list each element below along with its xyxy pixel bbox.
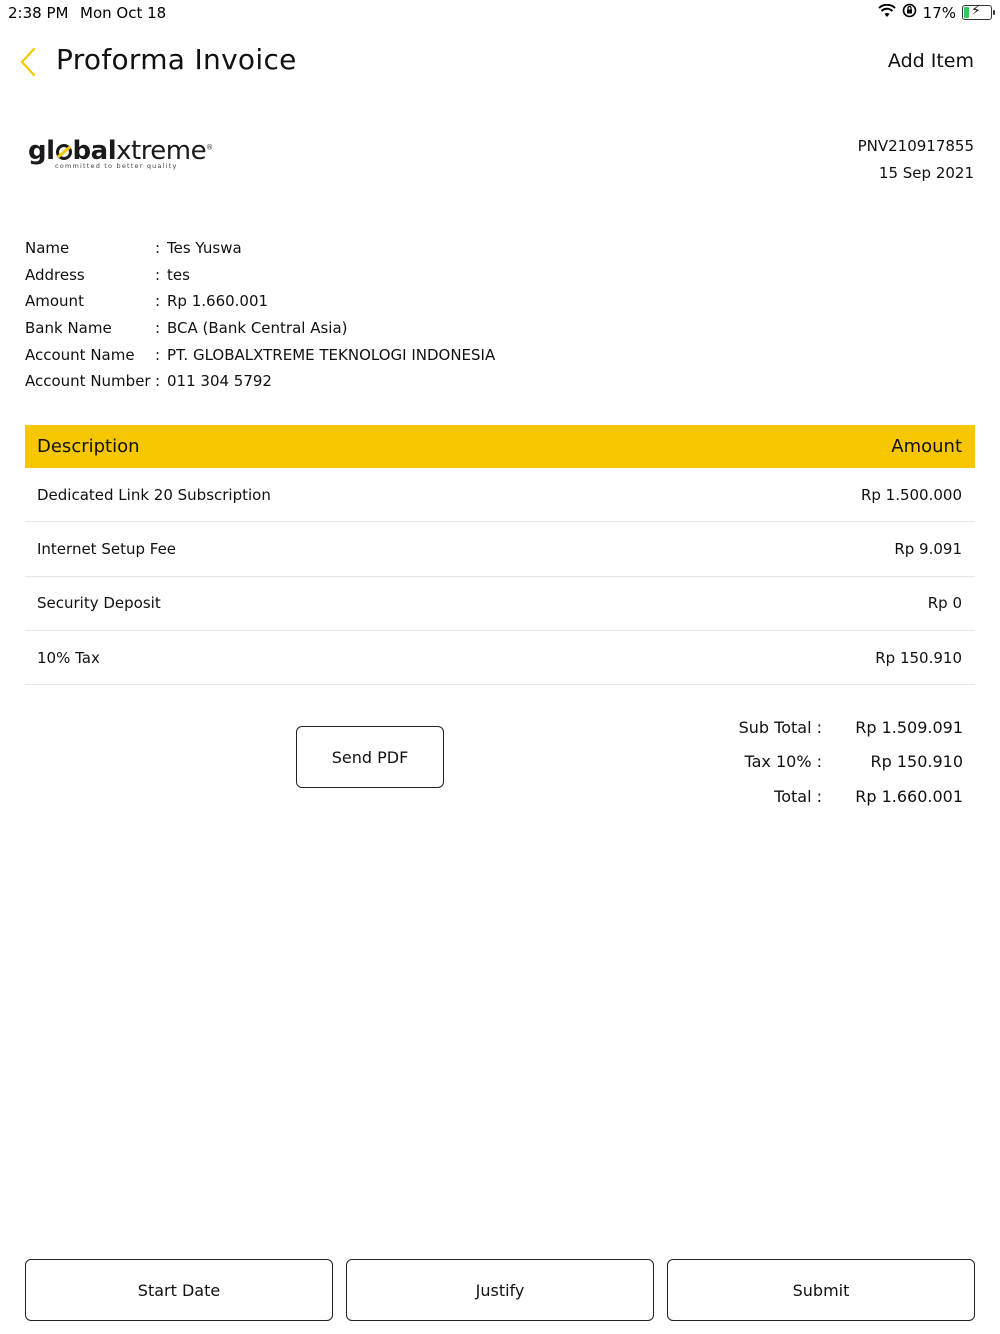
rotation-lock-icon [902,3,917,22]
item-description: 10% Tax [37,648,100,667]
totals-summary [600,710,963,814]
invoice-date: 15 Sep 2021 [878,164,974,182]
total-value: Rp 1.509.091 [855,717,963,737]
item-amount: Rp 150.910 [875,648,962,667]
customer-info [25,235,495,395]
total-label: Total : [774,786,822,806]
start-date-button[interactable]: Start Date [25,1259,333,1321]
invoice-items-table [25,425,975,685]
info-row-address: Address : tes [25,265,190,284]
battery-level [964,7,969,18]
info-label: Name [25,239,70,258]
status-time: 2:38 PM [8,4,69,22]
item-description: Security Deposit [37,594,161,613]
table-row [25,631,975,685]
info-value: BCA (Bank Central Asia) [167,319,348,338]
wifi-icon [878,4,896,22]
status-icons [878,3,992,22]
info-label: Amount [25,292,84,311]
table-row [25,522,975,576]
battery-percent: 17% [922,3,956,22]
info-value: Rp 1.660.001 [167,292,269,311]
invoice-number: PNV210917855 [857,137,974,155]
status-bar [0,0,1000,26]
info-row-amount: Amount : Rp 1.660.001 [25,292,269,311]
table-row [25,468,975,522]
grand-total-row [600,779,963,814]
info-row-account-number: Account Number : 011 304 5792 [25,372,272,391]
page-title: Proforma Invoice [56,43,297,76]
bolt-icon: ⚡ [971,3,981,19]
info-value: 011 304 5792 [167,372,272,391]
logo-mark-icon [55,143,73,161]
item-amount: Rp 9.091 [894,539,962,558]
column-header-amount: Amount [891,436,962,457]
tax-row [600,745,963,780]
total-label: Sub Total : [738,717,822,737]
subtotal-row [600,710,963,745]
status-date: Mon Oct 18 [80,4,167,22]
logo-tagline: committed to better quality [55,162,178,170]
info-row-name: Name : Tes Yuswa [25,239,242,258]
total-label: Tax 10% : [744,752,822,772]
info-label: Account Name [25,345,135,364]
total-value: Rp 1.660.001 [855,786,963,806]
info-label: Account Number [25,372,151,391]
item-description: Internet Setup Fee [37,539,177,558]
total-value: Rp 150.910 [870,752,963,772]
table-header [25,425,975,468]
chevron-left-icon [14,44,44,80]
info-label: Address [25,265,85,284]
info-row-account-name: Account Name : PT. GLOBALXTREME TEKNOLOGI INDONESIA [25,345,496,364]
info-value: tes [167,265,190,284]
info-value: PT. GLOBALXTREME TEKNOLOGI INDONESIA [167,345,496,364]
info-label: Bank Name [25,319,112,338]
item-description: Dedicated Link 20 Subscription [37,485,271,504]
item-amount: Rp 1.500.000 [860,485,962,504]
table-row [25,577,975,631]
logo-wordmark: gl balxtreme® [28,136,213,166]
info-row-bank-name: Bank Name : BCA (Bank Central Asia) [25,319,348,338]
column-header-description: Description [37,436,140,457]
justify-button[interactable]: Justify [346,1259,654,1321]
info-value: Tes Yuswa [167,239,242,258]
item-amount: Rp 0 [927,594,962,613]
battery-charging-icon [962,5,992,20]
add-item-button[interactable]: Add Item [887,50,974,72]
send-pdf-button[interactable]: Send PDF [296,726,444,788]
submit-button[interactable]: Submit [667,1259,975,1321]
back-button[interactable] [14,44,44,80]
company-logo [28,136,213,176]
